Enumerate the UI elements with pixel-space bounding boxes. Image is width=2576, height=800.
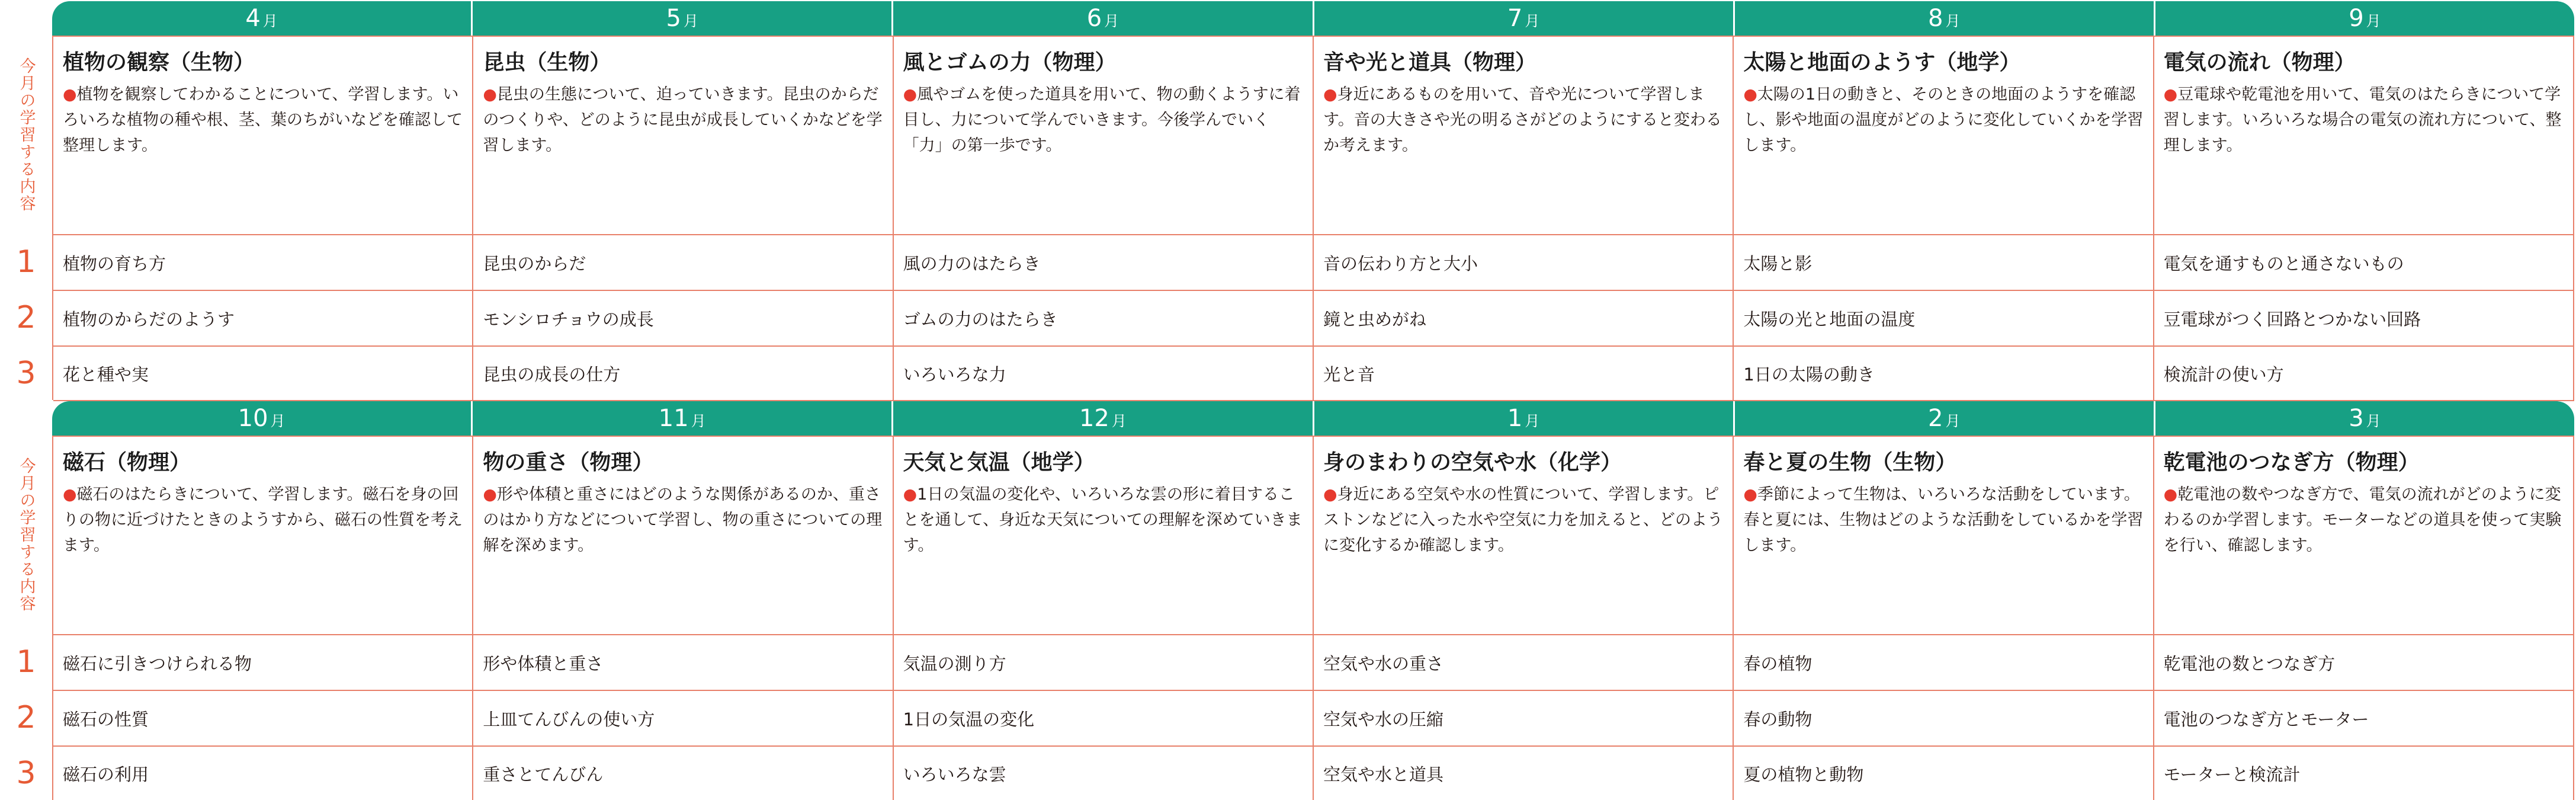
topic-item: 重さとてんびん	[473, 747, 893, 800]
month-header-bar	[52, 1, 2574, 36]
topic-item: モーターと検流計	[2154, 747, 2574, 800]
unit-description-cell	[473, 37, 893, 235]
unit-description: ●太陽の1日の動きと、そのときの地面のようすを確認し、影や地面の温度がどのように変化していくかを学習します。	[1743, 85, 2144, 155]
bullet-icon: ●	[483, 485, 497, 504]
topic-item: 1日の太陽の動き	[1734, 347, 2154, 401]
curriculum-block-2	[0, 400, 2576, 800]
month-header-bar	[52, 401, 2574, 436]
unit-title: 乾電池のつなぎ方（物理）	[2163, 450, 2420, 475]
unit-description: ●昆虫の生態について、迫っていきます。昆虫のからだのつくりや、どのように昆虫が成長していくかなどを学習します。	[483, 85, 883, 155]
unit-title: 音や光と道具（物理）	[1323, 50, 1536, 75]
topic-item: 光と音	[1314, 347, 1734, 401]
unit-description: ●季節によって生物は、いろいろな活動をしています。春と夏には、生物はどのような活動をしているかを学習します。	[1743, 485, 2144, 555]
topic-item: 磁石の利用	[53, 747, 473, 800]
topic-item: 気温の測り方	[894, 635, 1314, 691]
unit-description-cell	[894, 437, 1314, 635]
row-number: 2	[16, 700, 36, 735]
unit-title: 昆虫（生物）	[483, 50, 611, 75]
unit-description-cell	[1734, 37, 2154, 235]
topic-item: 上皿てんびんの使い方	[473, 691, 893, 747]
unit-description-cell	[2154, 437, 2574, 635]
month-header: 2 月	[1733, 401, 2154, 436]
topic-item: 植物の育ち方	[53, 235, 473, 291]
unit-description: ●乾電池の数やつなぎ方で、電気の流れがどのように変わるのか学習します。モーターなどの道具を使って実験を行い、確認します。	[2163, 485, 2562, 555]
topic-item: 植物のからだのようす	[53, 291, 473, 347]
unit-title: 植物の観察（生物）	[63, 50, 255, 75]
curriculum-grid	[52, 36, 2574, 400]
bullet-icon: ●	[1743, 485, 1757, 504]
topic-item: 昆虫のからだ	[473, 235, 893, 291]
topic-item: 空気や水の圧縮	[1314, 691, 1734, 747]
month-header: 6 月	[891, 1, 1312, 36]
unit-description: ●風やゴムを使った道具を用いて、物の動くようすに着目し、力について学んでいきます。今後学んでいく「力」の第一歩です。	[903, 85, 1301, 155]
unit-description: ●身近にある空気や水の性質について、学習します。ピストンなどに入った水や空気に力を加えると、どのように変化するか確認します。	[1323, 485, 1723, 555]
topic-item: 春の植物	[1734, 635, 2154, 691]
month-header: 11 月	[471, 401, 891, 436]
topic-item: いろいろな雲	[894, 747, 1314, 800]
month-header: 4 月	[245, 5, 278, 32]
topic-item: 電気を通すものと通さないもの	[2154, 235, 2574, 291]
unit-description-cell	[894, 37, 1314, 235]
topic-item: 音の伝わり方と大小	[1314, 235, 1734, 291]
topic-item: 太陽と影	[1734, 235, 2154, 291]
unit-description: ●植物を観察してわかることについて、学習します。いろいろな植物の種や根、茎、葉のちがいなどを確認して整理します。	[63, 85, 463, 155]
topic-item: 太陽の光と地面の温度	[1734, 291, 2154, 347]
row-number: 2	[16, 300, 36, 335]
unit-title: 磁石（物理）	[63, 450, 191, 475]
unit-title: 風とゴムの力（物理）	[903, 50, 1117, 75]
bullet-icon: ●	[483, 85, 497, 104]
unit-title: 天気と気温（地学）	[903, 450, 1095, 475]
unit-description-cell	[1734, 437, 2154, 635]
unit-description-cell	[2154, 37, 2574, 235]
row-number: 3	[16, 756, 36, 791]
bullet-icon: ●	[2163, 485, 2178, 504]
topic-item: 鏡と虫めがね	[1314, 291, 1734, 347]
side-label: 今月の学習する内容	[17, 457, 36, 612]
topic-item: 空気や水の重さ	[1314, 635, 1734, 691]
topic-item: 夏の植物と動物	[1734, 747, 2154, 800]
unit-description: ●1日の気温の変化や、いろいろな雲の形に着目することを通して、身近な天気についての理解を深めていきます。	[903, 485, 1303, 555]
topic-item: 花と種や実	[53, 347, 473, 401]
month-header: 7 月	[1313, 1, 1733, 36]
topic-item: 昆虫の成長の仕方	[473, 347, 893, 401]
month-header: 5 月	[471, 1, 891, 36]
topic-item: 豆電球がつく回路とつかない回路	[2154, 291, 2574, 347]
side-label: 今月の学習する内容	[17, 57, 36, 212]
month-header: 8 月	[1733, 1, 2154, 36]
unit-title: 身のまわりの空気や水（化学）	[1323, 450, 1622, 475]
unit-description: ●磁石のはたらきについて、学習します。磁石を身の回りの物に近づけたときのようすから、磁石の性質を考えます。	[63, 485, 463, 555]
topic-item: 磁石の性質	[53, 691, 473, 747]
topic-item: ゴムの力のはたらき	[894, 291, 1314, 347]
topic-item: 乾電池の数とつなぎ方	[2154, 635, 2574, 691]
row-number: 1	[16, 644, 36, 680]
unit-title: 電気の流れ（物理）	[2163, 50, 2356, 75]
topic-item: 電池のつなぎ方とモーター	[2154, 691, 2574, 747]
side-column	[0, 0, 52, 400]
unit-description-cell	[473, 437, 893, 635]
row-number: 3	[16, 356, 36, 391]
curriculum-grid	[52, 436, 2574, 800]
month-header: 10 月	[238, 405, 285, 432]
month-header: 3 月	[2154, 401, 2574, 436]
unit-description-cell	[53, 37, 473, 235]
unit-description: ●身近にあるものを用いて、音や光について学習します。音の大きさや光の明るさがどのようにすると変わるか考えます。	[1323, 85, 1722, 155]
bullet-icon: ●	[63, 485, 77, 504]
topic-item: いろいろな力	[894, 347, 1314, 401]
bullet-icon: ●	[2163, 85, 2178, 104]
bullet-icon: ●	[63, 85, 77, 104]
month-header: 12 月	[891, 401, 1312, 436]
bullet-icon: ●	[1323, 85, 1337, 104]
unit-description: ●形や体積と重さにはどのような関係があるのか、重さのはかり方などについて学習し、物の重さについての理解を深めます。	[483, 485, 883, 555]
row-number: 1	[16, 244, 36, 280]
topic-item: モンシロチョウの成長	[473, 291, 893, 347]
topic-item: 形や体積と重さ	[473, 635, 893, 691]
topic-item: 空気や水と道具	[1314, 747, 1734, 800]
unit-title: 物の重さ（物理）	[483, 450, 654, 475]
unit-description-cell	[1314, 37, 1734, 235]
topic-item: 春の動物	[1734, 691, 2154, 747]
bullet-icon: ●	[1743, 85, 1757, 104]
topic-item: 磁石に引きつけられる物	[53, 635, 473, 691]
side-column	[0, 400, 52, 800]
topic-item: 風の力のはたらき	[894, 235, 1314, 291]
unit-description-cell	[1314, 437, 1734, 635]
unit-title: 春と夏の生物（生物）	[1743, 450, 1957, 475]
topic-item: 1日の気温の変化	[894, 691, 1314, 747]
unit-title: 太陽と地面のようす（地学）	[1743, 50, 2021, 75]
bullet-icon: ●	[1323, 485, 1337, 504]
bullet-icon: ●	[903, 485, 918, 504]
unit-description: ●豆電球や乾電池を用いて、電気のはたらきについて学習します。いろいろな場合の電気の流れ方について、整理します。	[2163, 85, 2562, 155]
month-header: 1 月	[1313, 401, 1733, 436]
bullet-icon: ●	[903, 85, 918, 104]
month-header: 9 月	[2154, 1, 2574, 36]
topic-item: 検流計の使い方	[2154, 347, 2574, 401]
unit-description-cell	[53, 437, 473, 635]
